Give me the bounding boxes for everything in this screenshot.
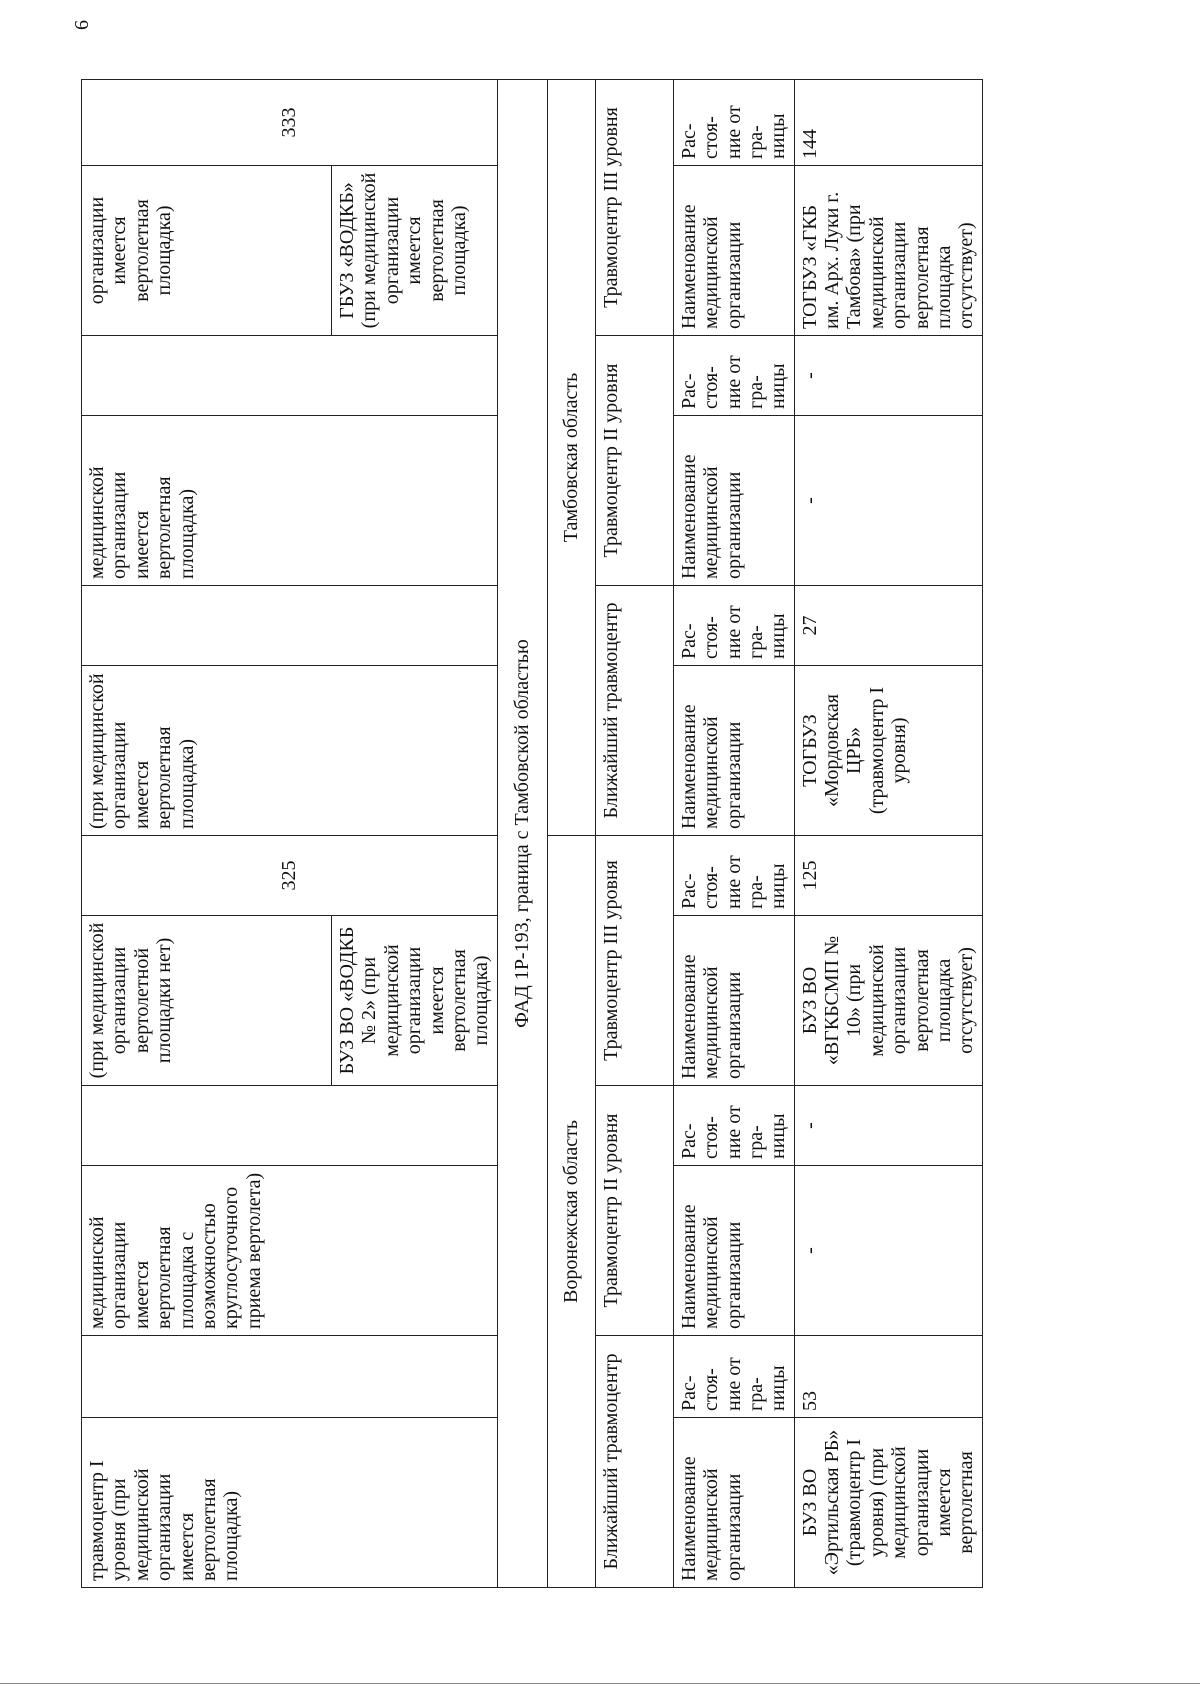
data-cell-name: ТОГБУЗ «ГКБ им. Арх. Луки г. Тамбова» (при медицинской организации вертолетная площадка отсутствует) xyxy=(794,166,982,336)
table-cell: медицинской организации имеется вертолетная площадка с возможностью круглосуточного приема вертолета) xyxy=(82,1166,498,1336)
column-header-distance: Рас-стоя-ние от гра-ницы xyxy=(673,586,794,666)
table-row-top-section xyxy=(82,80,332,1588)
column-header-distance: Рас-стоя-ние от гра-ницы xyxy=(673,1336,794,1418)
table-row-data xyxy=(794,80,982,1588)
rotated-table-container xyxy=(81,80,978,1588)
table-row-section-title xyxy=(497,80,547,1588)
group-header: Травмоцентр III уровня xyxy=(595,836,673,1086)
group-header: Ближайший травмоцентр xyxy=(595,1336,673,1588)
data-cell-name: - xyxy=(794,416,982,586)
document-table xyxy=(81,79,983,1588)
group-header: Ближайший травмоцентр xyxy=(595,586,673,836)
table-cell: БУЗ ВО «ВОДКБ № 2» (при медицинской организации имеется вертолетная площадка) xyxy=(332,916,498,1086)
group-header: Травмоцентр II уровня xyxy=(595,1086,673,1336)
column-header-name: Наименование медицинской организации xyxy=(673,1166,794,1336)
table-cell: организации имеется вертолетная площадка) xyxy=(82,166,332,336)
data-cell-distance: 144 xyxy=(794,80,982,166)
page-number: 6 xyxy=(71,20,93,30)
column-header-name: Наименование медицинской организации xyxy=(673,1418,794,1588)
data-cell-name: БУЗ ВО «Эртильская РБ» (травмоцентр I уровня) (при медицинской организации имеется вертолетная xyxy=(794,1418,982,1588)
region-title: Воронежская область xyxy=(547,836,595,1588)
column-header-distance: Рас-стоя-ние от гра-ницы xyxy=(673,836,794,916)
section-title: ФАД 1Р-193, граница с Тамбовской областью xyxy=(497,80,547,1588)
data-cell-name: БУЗ ВО «ВГКБСМП № 10» (при медицинской организации вертолетная площадка отсутствует) xyxy=(794,916,982,1086)
column-header-name: Наименование медицинской организации xyxy=(673,666,794,836)
column-header-distance: Рас-стоя-ние от гра-ницы xyxy=(673,80,794,166)
table-row-group-headers xyxy=(595,80,673,1588)
column-header-distance: Рас-стоя-ние от гра-ницы xyxy=(673,1086,794,1166)
group-header: Травмоцентр II уровня xyxy=(595,336,673,586)
table-cell: (при медицинской организации имеется вертолетная площадка) xyxy=(82,666,498,836)
table-cell: ГБУЗ «ВОДКБ» (при медицинской организации имеется вертолетная площадка) xyxy=(332,166,498,336)
region-title: Тамбовская область xyxy=(547,80,595,836)
table-cell: травмоцентр I уровня (при медицинской организации имеется вертолетная площадка) xyxy=(82,1418,498,1588)
page-bottom-rule xyxy=(0,1683,1200,1684)
data-cell-distance: - xyxy=(794,336,982,416)
data-cell-name: ТОГБУЗ «Мордовская ЦРБ» (травмоцентр I уровня) xyxy=(794,666,982,836)
data-cell-distance: 125 xyxy=(794,836,982,916)
table-cell: (при медицинской организации вертолетной площадки нет) xyxy=(82,916,332,1086)
column-header-distance: Рас-стоя-ние от гра-ницы xyxy=(673,336,794,416)
data-cell-distance: - xyxy=(794,1086,982,1166)
data-cell-distance: 53 xyxy=(794,1336,982,1418)
table-row-column-headers xyxy=(673,80,794,1588)
table-cell: медицинской организации имеется вертолетная площадка) xyxy=(82,416,498,586)
group-header: Травмоцентр III уровня xyxy=(595,80,673,336)
data-cell-distance: 27 xyxy=(794,586,982,666)
table-row-regions xyxy=(547,80,595,1588)
table-cell xyxy=(82,586,498,666)
column-header-name: Наименование медицинской организации xyxy=(673,916,794,1086)
table-cell xyxy=(82,1086,498,1166)
data-cell-name: - xyxy=(794,1166,982,1336)
table-cell xyxy=(82,336,498,416)
table-cell-distance: 325 xyxy=(82,836,498,916)
column-header-name: Наименование медицинской организации xyxy=(673,416,794,586)
table-cell-distance: 333 xyxy=(82,80,498,166)
column-header-name: Наименование медицинской организации xyxy=(673,166,794,336)
table-cell xyxy=(82,1336,498,1418)
